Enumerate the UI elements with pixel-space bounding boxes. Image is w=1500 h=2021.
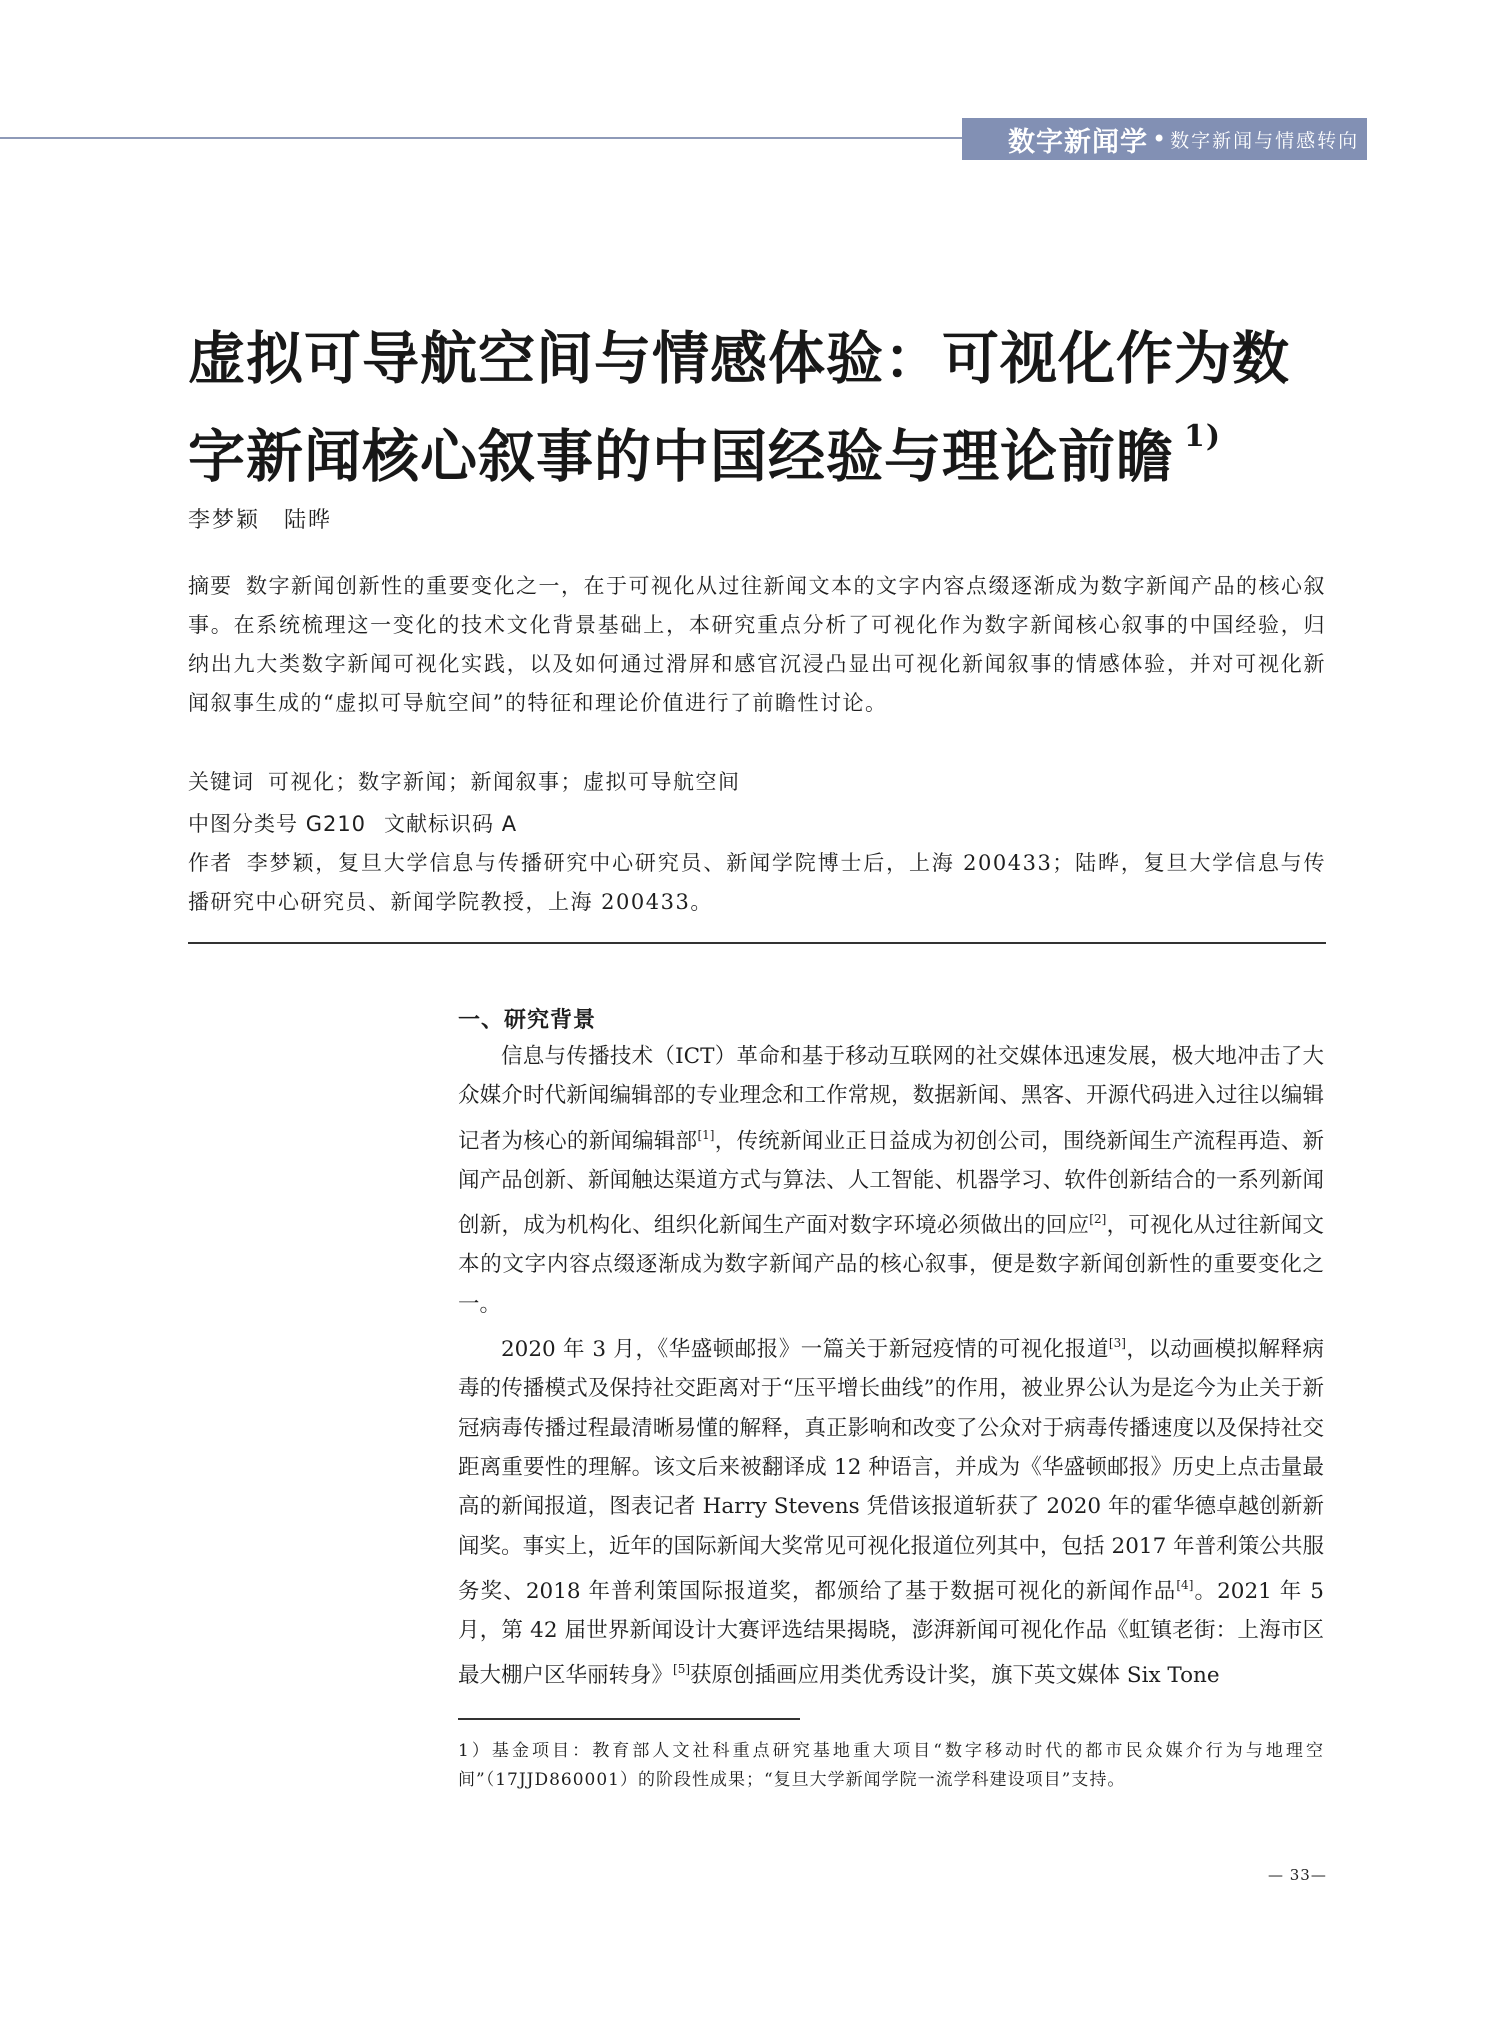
text-run: 信息与传播技术（ICT）革命和基于移动互联网的社交媒体迅速发展，极大地冲击了大众媒介时代新闻编辑部的专业理念和工作常规，数据新闻、黑客、开源代码进入过往以编辑记者为核心的新闻编辑部 [458, 1044, 1324, 1154]
author-info [188, 844, 1326, 922]
body-paragraph [458, 1324, 1324, 1696]
author-info-label: 作者 [188, 851, 233, 875]
text-run: 。2021 年 5 月，第 42 届世界新闻设计大赛评选结果揭晓，澎湃新闻可视化作品《虹镇老街：上海市区最大棚户区华丽转身》 [458, 1578, 1324, 1689]
section-banner [962, 118, 1367, 160]
banner-subsection: 数字新闻与情感转向 [1170, 129, 1360, 152]
banner-separator: • [1152, 125, 1167, 153]
footnote-rule [458, 1718, 800, 1720]
abstract-text: 数字新闻创新性的重要变化之一，在于可视化从过往新闻文本的文字内容点缀逐渐成为数字新闻产品的核心叙事。在系统梳理这一变化的技术文化背景基础上，本研究重点分析了可视化作为数字新闻核心叙事的中国经验，归纳出九大类数字新闻可视化实践，以及如何通过滑屏和感官沉浸凸显出可视化新闻叙事的情感体验，并对可视化新闻叙事生成的“虚拟可导航空间”的特征和理论价值进行了前瞻性讨论。 [188, 574, 1326, 715]
article-title [188, 320, 1328, 496]
clc-label: 中图分类号 [188, 812, 298, 836]
keywords-text: 可视化；数字新闻；新闻叙事；虚拟可导航空间 [268, 770, 741, 794]
footnote: 1）基金项目：教育部人文社科重点研究基地重大项目“数字移动时代的都市民众媒介行为与地理空间”（17JJD860001）的阶段性成果；“复旦大学新闻学院一流学科建设项目”支持。 [458, 1741, 1324, 1790]
text-run: 获原创插画应用类优秀设计奖，旗下英文媒体 Six Tone [690, 1663, 1220, 1689]
text-run: ，以动画模拟解释病毒的传播模式及保持社交距离对于“压平增长曲线”的作用，被业界公认为是迄今为止关于新冠病毒传播过程最清晰易懂的解释，真正影响和改变了公众对于病毒传播速度以及保持社交距离重要性的理解。该文后来被翻译成 12 种语言，并成为《华盛顿邮报》历史上点击量最高的新闻报道，图表记者 Harry Stevens 凭借该报道斩获了 2020 年的霍华德卓越创新新闻奖。事实上，近年的国际新闻大奖常见可视化报道位列其中，包括 2017 年普利策公共服务奖、2018 年普利策国际报道奖，都颁给了基于数据可视化的新闻作品 [458, 1337, 1324, 1604]
doc-code-value: A [501, 812, 518, 836]
body-paragraph [458, 1037, 1324, 1324]
header-rule [0, 137, 968, 139]
doc-code-label: 文献标识码 [384, 812, 495, 836]
article-title-text: 虚拟可导航空间与情感体验：可视化作为数字新闻核心叙事的中国经验与理论前瞻 [188, 325, 1290, 490]
classification-line [188, 808, 517, 838]
author-line: 李梦颖 陆晔 [188, 508, 333, 533]
keywords [188, 766, 741, 796]
section-heading: 一、研究背景 [458, 1008, 597, 1033]
text-run: ，可视化从过往新闻文本的文字内容点缀逐渐成为数字新闻产品的核心叙事，便是数字新闻创新性的重要变化之一。 [458, 1213, 1324, 1317]
citation-ref[interactable]: [5] [673, 1662, 691, 1677]
keywords-label: 关键词 [188, 770, 254, 794]
abstract-divider [188, 942, 1326, 944]
author-info-text: 李梦颖，复旦大学信息与传播研究中心研究员、新闻学院博士后，上海 200433；陆晔，复旦大学信息与传播研究中心研究员、新闻学院教授，上海 200433。 [188, 851, 1327, 914]
abstract [188, 567, 1326, 723]
body-text [458, 1037, 1324, 1696]
title-footnote-marker: 1) [1184, 419, 1222, 454]
citation-ref[interactable]: [1] [697, 1127, 715, 1142]
clc-value: G210 [305, 812, 367, 836]
text-run: 2020 年 3 月，《华盛顿邮报》一篇关于新冠疫情的可视化报道 [501, 1337, 1109, 1363]
banner-section-title: 数字新闻学 [1008, 126, 1148, 158]
page-number: — 33— [1268, 1866, 1327, 1884]
citation-ref[interactable]: [2] [1089, 1212, 1107, 1227]
citation-ref[interactable]: [3] [1108, 1336, 1126, 1351]
abstract-label: 摘要 [188, 574, 232, 598]
citation-ref[interactable]: [4] [1176, 1577, 1194, 1592]
text-run: ，传统新闻业正日益成为初创公司，围绕新闻生产流程再造、新闻产品创新、新闻触达渠道方式与算法、人工智能、机器学习、软件创新结合的一系列新闻创新，成为机构化、组织化新闻生产面对数字环境必须做出的回应 [458, 1128, 1324, 1239]
